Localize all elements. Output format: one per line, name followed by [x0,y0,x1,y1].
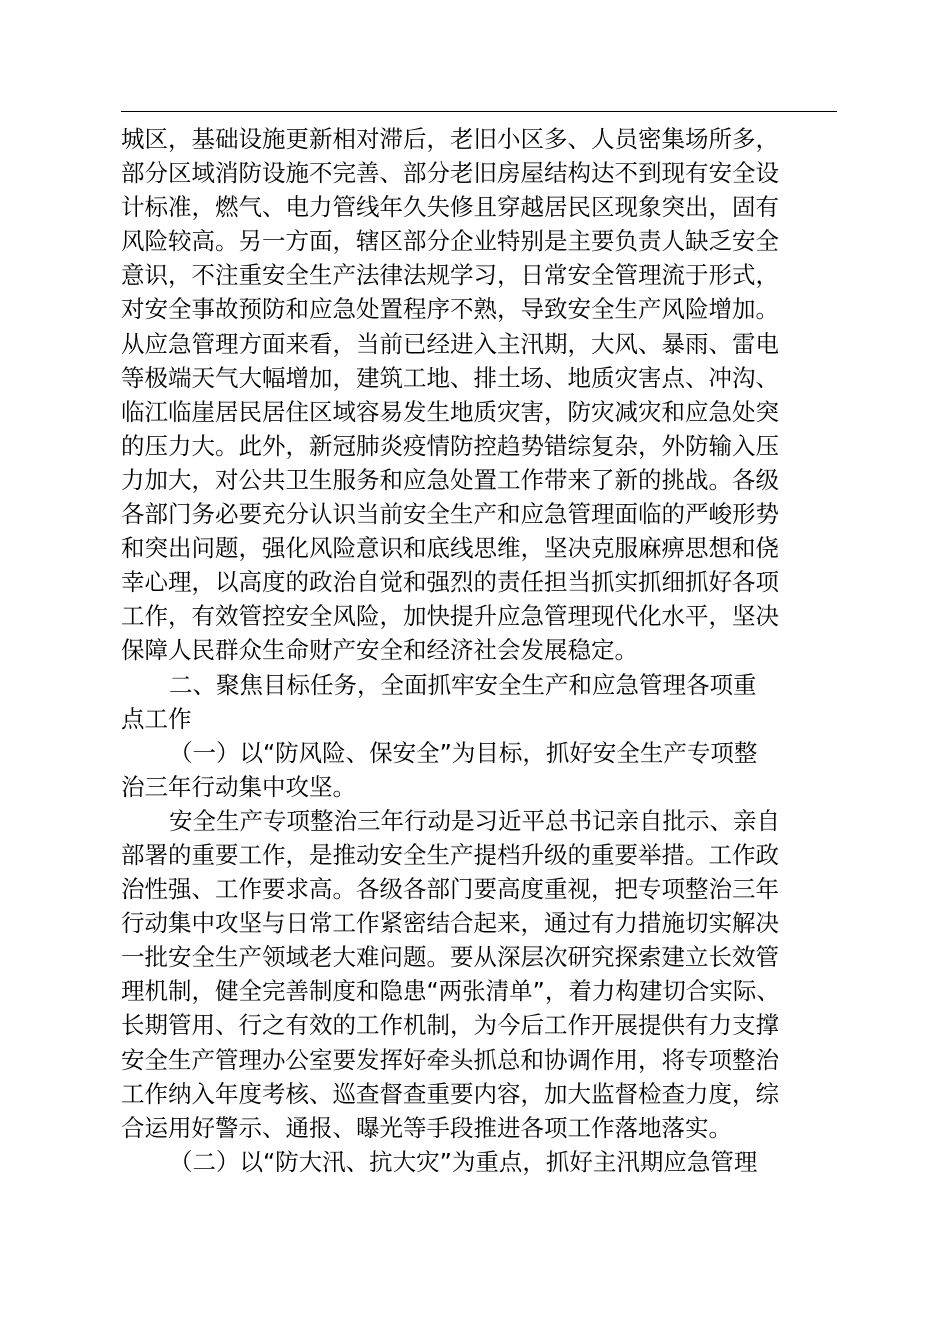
text-line: 意识，不注重安全生产法律法规学习，日常安全管理流于形式， [121,261,779,290]
text-line: 工作，有效管控安全风险，加快提升应急管理现代化水平，坚决 [121,602,779,631]
document-body [121,122,841,1179]
text-line: 安全生产管理办公室要发挥好牵头抓总和协调作用，将专项整治 [121,1045,779,1074]
text-line: 临江临崖居民居住区域容易发生地质灾害，防灾减灾和应急处突 [121,397,779,426]
subsection-heading-line: （一）以“防风险、保安全”为目标，抓好安全生产专项整 [169,738,758,767]
text-line: 理机制，健全完善制度和隐患“两张清单”，着力构建切合实际、 [121,977,780,1006]
header-rule [121,111,837,112]
text-line: 等极端天气大幅增加，建筑工地、排土场、地质灾害点、冲沟、 [121,363,779,392]
text-line: 风险较高。另一方面，辖区部分企业特别是主要负责人缺乏安全 [121,227,779,256]
section-heading-line: 点工作 [121,704,192,733]
subsection-heading-line: 治三年行动集中攻坚。 [121,772,356,801]
text-line: 工作纳入年度考核、巡查督查重要内容，加大监督检查力度，综 [121,1079,779,1108]
text-line: 保障人民群众生命财产安全和经济社会发展稳定。 [121,636,638,665]
text-line: 各部门务必要充分认识当前安全生产和应急管理面临的严峻形势 [121,500,779,529]
text-line: 行动集中攻坚与日常工作紧密结合起来，通过有力措施切实解决 [121,909,779,938]
text-line: 城区，基础设施更新相对滞后，老旧小区多、人员密集场所多， [121,125,779,153]
text-line: 部署的重要工作，是推动安全生产提档升级的重要举措。工作政 [121,840,779,869]
text-line: 部分区域消防设施不完善、部分老旧房屋结构达不到现有安全设 [121,159,779,188]
text-line: 力加大，对公共卫生服务和应急处置工作带来了新的挑战。各级 [121,465,779,494]
section-heading-line: 二、聚焦目标任务，全面抓牢安全生产和应急管理各项重 [169,670,757,699]
text-line: 计标准，燃气、电力管线年久失修且穿越居民区现象突出，固有 [121,193,779,222]
text-line: 安全生产专项整治三年行动是习近平总书记亲自批示、亲自 [169,806,780,835]
text-line: 一批安全生产领域老大难问题。要从深层次研究探索建立长效管 [121,943,779,972]
text-line: 长期管用、行之有效的工作机制，为今后工作开展提供有力支撑 [121,1011,779,1040]
text-line: 对安全事故预防和应急处置程序不熟，导致安全生产风险增加。 [121,295,779,324]
text-line: 治性强、工作要求高。各级各部门要高度重视，把专项整治三年 [121,875,779,904]
text-line: 幸心理，以高度的政治自觉和强烈的责任担当抓实抓细抓好各项 [121,568,779,597]
text-line: 和突出问题，强化风险意识和底线思维，坚决克服麻痹思想和侥 [121,534,779,563]
text-line: 从应急管理方面来看，当前已经进入主汛期，大风、暴雨、雷电 [121,329,779,358]
text-line: 的压力大。此外，新冠肺炎疫情防控趋势错综复杂，外防输入压 [121,431,779,460]
text-line: 合运用好警示、通报、曝光等手段推进各项工作落地落实。 [121,1113,732,1142]
subsection-heading-line: （二）以“防大汛、抗大灾”为重点，抓好主汛期应急管理 [169,1147,758,1176]
